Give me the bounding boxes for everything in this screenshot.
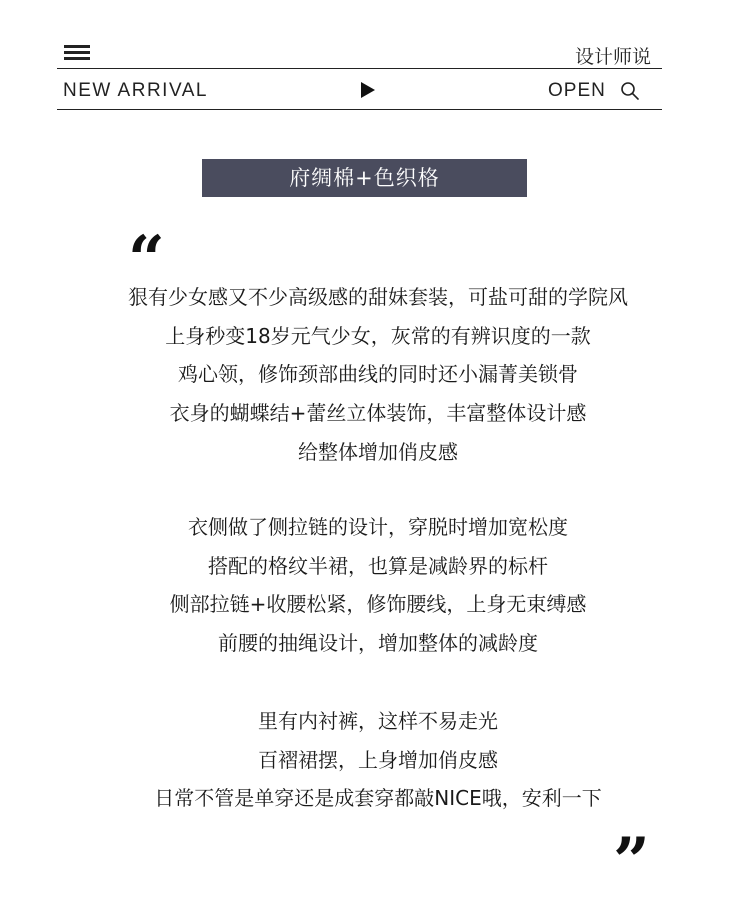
menu-bar-line (64, 57, 90, 60)
menu-bar-line (64, 45, 90, 48)
description-line: 给整体增加俏皮感 (298, 439, 458, 464)
description-paragraph-3 (0, 702, 736, 818)
description-paragraph-1 (0, 278, 736, 471)
description-line: 前腰的抽绳设计，增加整体的减龄度 (218, 631, 538, 656)
nav-bar (57, 69, 662, 110)
description-paragraph-2 (0, 508, 736, 663)
description-line: 日常不管是单穿还是成套穿都敲NICE哦，安利一下 (154, 786, 602, 811)
section-title-banner: 府绸棉+色织格 (202, 159, 527, 197)
description-line: 狠有少女感又不少高级感的甜妹套装，可盐可甜的学院风 (128, 285, 628, 309)
description-line: 衣侧做了侧拉链的设计，穿脱时增加宽松度 (188, 515, 568, 539)
menu-bar-line (64, 51, 90, 54)
description-line: 搭配的格纹半裙，也算是减龄界的标杆 (208, 553, 548, 578)
description-line: 百褶裙摆，上身增加俏皮感 (258, 747, 498, 772)
description-line: 上身秒变18岁元气少女，灰常的有辨识度的一款 (165, 323, 591, 348)
close-quote-mark: ” (613, 824, 650, 899)
open-link[interactable]: OPEN (548, 80, 606, 101)
description-line: 侧部拉链+收腰松紧，修饰腰线，上身无束缚感 (169, 592, 587, 617)
designer-says-link[interactable]: 设计师说 (574, 46, 651, 68)
description-line: 衣身的蝴蝶结+蕾丝立体装饰，丰富整体设计感 (169, 401, 587, 426)
search-icon[interactable] (620, 81, 640, 101)
open-quote-mark: “ (128, 222, 165, 297)
new-arrival-link[interactable]: NEW ARRIVAL (63, 80, 208, 101)
description-line: 鸡心领，修饰颈部曲线的同时还小漏菁美锁骨 (178, 362, 578, 387)
play-icon[interactable] (361, 82, 375, 98)
hamburger-menu-icon[interactable] (64, 45, 90, 60)
description-line: 里有内衬裤，这样不易走光 (258, 709, 498, 733)
top-bar (57, 38, 662, 69)
